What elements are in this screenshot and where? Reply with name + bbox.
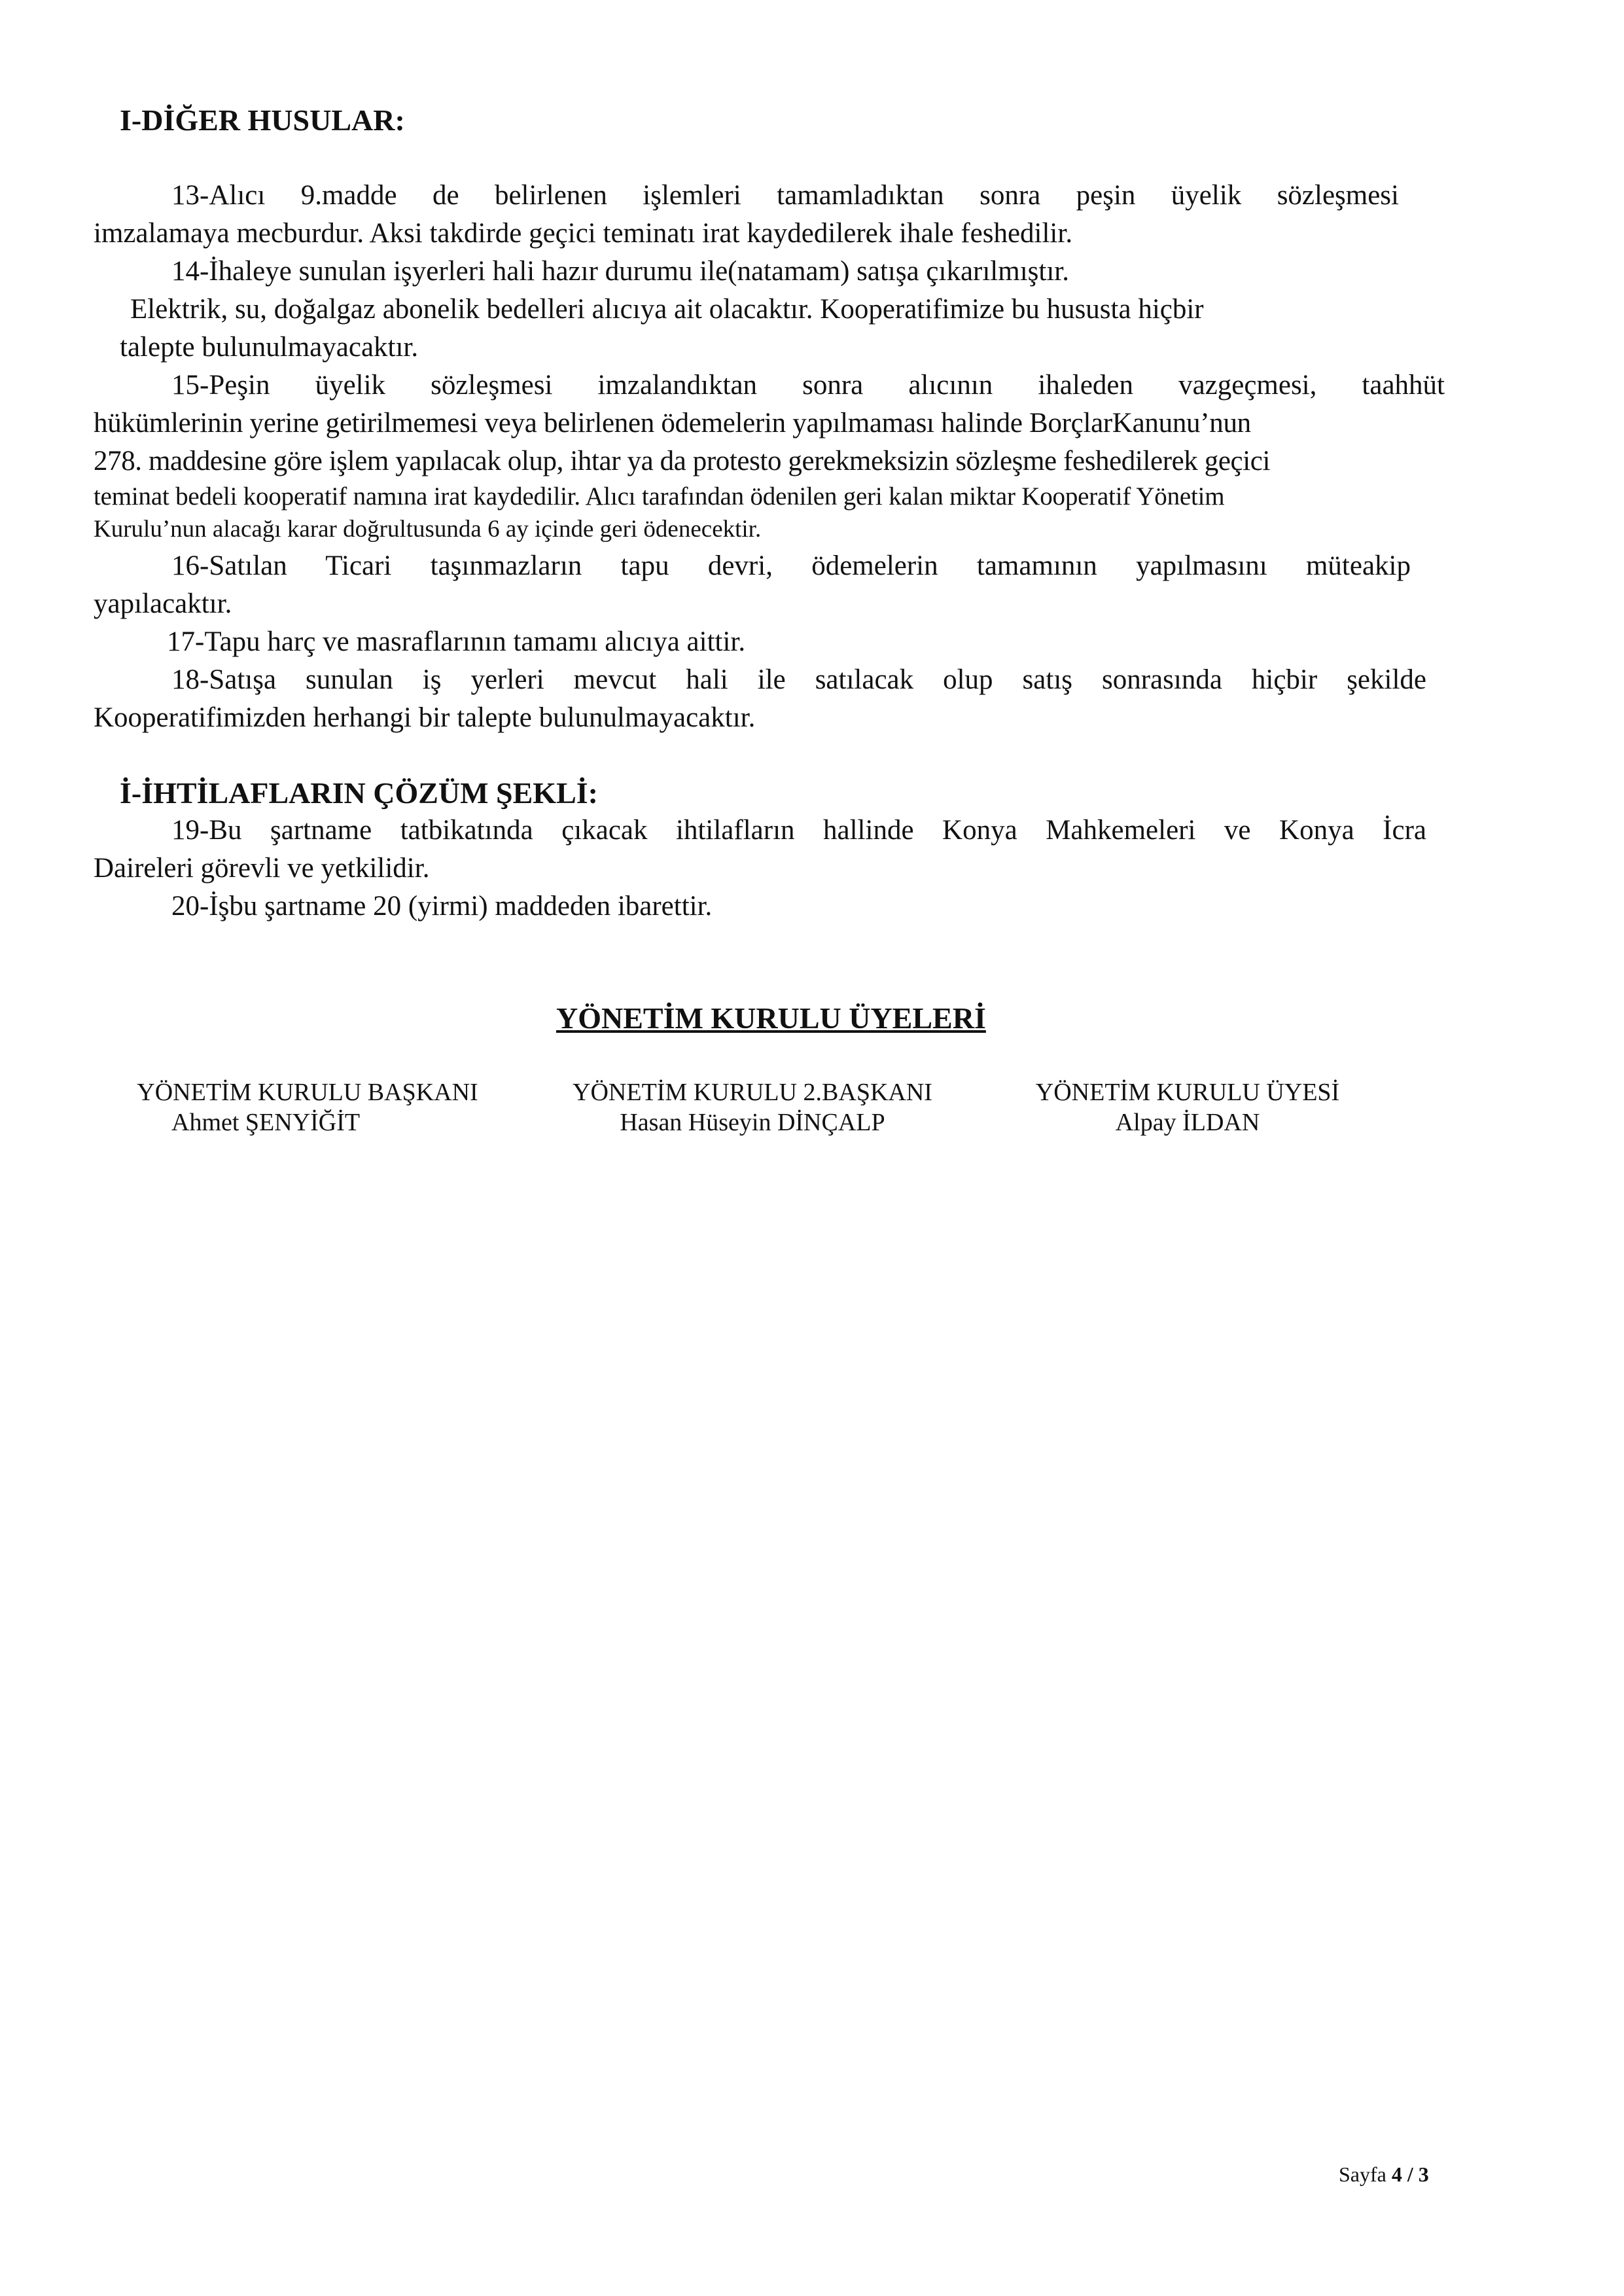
page-number-value: 4 / 3 bbox=[1391, 2162, 1429, 2186]
paragraph-line: Kurulu’nun alacağı karar doğrultusunda 6 ay içinde geri ödenecektir. bbox=[94, 516, 762, 543]
paragraph-line: teminat bedeli kooperatif namına irat kaydedilir. Alıcı tarafından ödenilen geri kalan miktar Kooperatif Yönetim bbox=[94, 482, 1225, 511]
signature-block-member bbox=[1011, 1077, 1364, 1138]
signatory-role: YÖNETİM KURULU ÜYESİ bbox=[1035, 1079, 1340, 1106]
signatory-name: Hasan Hüseyin DİNÇALP bbox=[620, 1109, 885, 1136]
paragraph-line: 18-Satışa sunulan iş yerleri mevcut hali ile satılacak olup satış sonrasında hiçbir şekilde bbox=[171, 664, 1426, 695]
section-title-dispute-resolution: İ-İHTİLAFLARIN ÇÖZÜM ŞEKLİ: bbox=[120, 776, 598, 810]
paragraph-line: imzalamaya mecburdur. Aksi takdirde geçici teminatı irat kaydedilerek ihale feshedilir. bbox=[94, 218, 1073, 249]
paragraph-line: 278. maddesine göre işlem yapılacak olup, ihtar ya da protesto gerekmeksizin sözleşme feshedilerek geçici bbox=[94, 446, 1270, 476]
paragraph-line: Elektrik, su, doğalgaz abonelik bedelleri alıcıya ait olacaktır. Kooperatifimize bu hususta hiçbir bbox=[130, 294, 1204, 325]
paragraph-line: 14-İhaleye sunulan işyerleri hali hazır durumu ile(natamam) satışa çıkarılmıştır. bbox=[171, 256, 1069, 287]
paragraph-line: Daireleri görevli ve yetkilidir. bbox=[94, 853, 430, 884]
section-title-other-matters: I-DİĞER HUSULAR: bbox=[120, 103, 405, 137]
signature-block-vice-chairman bbox=[556, 1077, 949, 1138]
paragraph-line: 19-Bu şartname tatbikatında çıkacak ihtilafların hallinde Konya Mahkemeleri ve Konya İcra bbox=[171, 815, 1426, 846]
board-members-title: YÖNETİM KURULU ÜYELERİ bbox=[556, 1001, 986, 1035]
signatory-role: YÖNETİM KURULU BAŞKANI bbox=[137, 1079, 478, 1106]
paragraph-line: 17-Tapu harç ve masraflarının tamamı alıcıya aittir. bbox=[167, 626, 746, 657]
signature-block-chairman bbox=[118, 1077, 497, 1138]
paragraph-line: Kooperatifimizden herhangi bir talepte bulunulmayacaktır. bbox=[94, 702, 756, 733]
page-label: Sayfa bbox=[1339, 2162, 1392, 2186]
page-number bbox=[1339, 2161, 1429, 2187]
paragraph-line: 15-Peşin üyelik sözleşmesi imzalandıktan sonra alıcının ihaleden vazgeçmesi, taahhüt bbox=[171, 370, 1445, 401]
paragraph-line: talepte bulunulmayacaktır. bbox=[120, 332, 419, 363]
signatory-role: YÖNETİM KURULU 2.BAŞKANI bbox=[573, 1079, 932, 1106]
paragraph-line: 16-Satılan Ticari taşınmazların tapu devri, ödemelerin tamamının yapılmasını müteakip bbox=[171, 550, 1411, 581]
paragraph-line: 20-İşbu şartname 20 (yirmi) maddeden ibarettir. bbox=[171, 891, 713, 922]
paragraph-line: yapılacaktır. bbox=[94, 588, 232, 619]
paragraph-line: hükümlerinin yerine getirilmemesi veya belirlenen ödemelerin yapılmaması halinde BorçlarKanunu’nun bbox=[94, 408, 1251, 439]
signatory-name: Alpay İLDAN bbox=[1115, 1109, 1260, 1136]
signatory-name: Ahmet ŞENYİĞİT bbox=[171, 1109, 361, 1136]
paragraph-line: 13-Alıcı 9.madde de belirlenen işlemleri tamamladıktan sonra peşin üyelik sözleşmesi bbox=[171, 180, 1399, 211]
